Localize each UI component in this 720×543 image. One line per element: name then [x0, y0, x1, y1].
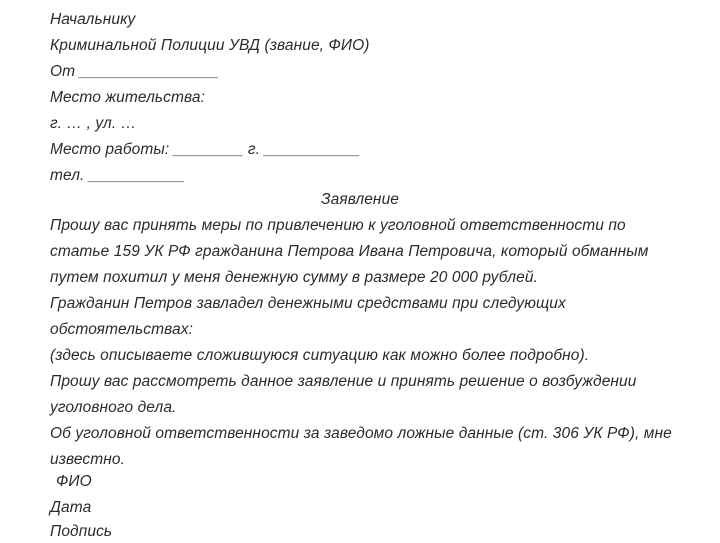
work-line: Место работы: ________ г. ___________ [50, 141, 361, 158]
paragraph-5-line-1: Об уголовной ответственности за заведомо ложные данные (ст. 306 УК РФ), мне [50, 425, 672, 442]
paragraph-2-line-2: обстоятельствах: [50, 321, 193, 338]
phone-line: тел. ___________ [50, 167, 185, 184]
addressee-police: Криминальной Полиции УВД (звание, ФИО) [50, 37, 370, 54]
document-title: Заявление [320, 191, 400, 208]
signature-name: ФИО [56, 473, 92, 490]
paragraph-5-line-2: известно. [50, 451, 126, 468]
signature-sign: Подпись [50, 523, 113, 540]
paragraph-1-line-2: статье 159 УК РФ гражданина Петрова Ивана Петровича, который обманным [50, 243, 649, 260]
from-line: От ________________ [50, 63, 220, 80]
addressee-title: Начальнику [50, 11, 136, 28]
paragraph-4-line-1: Прошу вас рассмотреть данное заявление и принять решение о возбуждении [50, 373, 637, 390]
paragraph-1-line-3: путем похитил у меня денежную сумму в размере 20 000 рублей. [50, 269, 538, 286]
paragraph-4-line-2: уголовного дела. [50, 399, 177, 416]
signature-date: Дата [50, 499, 92, 516]
paragraph-2-line-1: Гражданин Петров завладел денежными средствами при следующих [50, 295, 566, 312]
residence-value: г. … , ул. … [50, 115, 137, 132]
paragraph-3-line-1: (здесь описываете сложившуюся ситуацию как можно более подробно). [50, 347, 590, 364]
paragraph-1-line-1: Прошу вас принять меры по привлечению к уголовной ответственности по [50, 217, 626, 234]
residence-label: Место жительства: [50, 89, 206, 106]
